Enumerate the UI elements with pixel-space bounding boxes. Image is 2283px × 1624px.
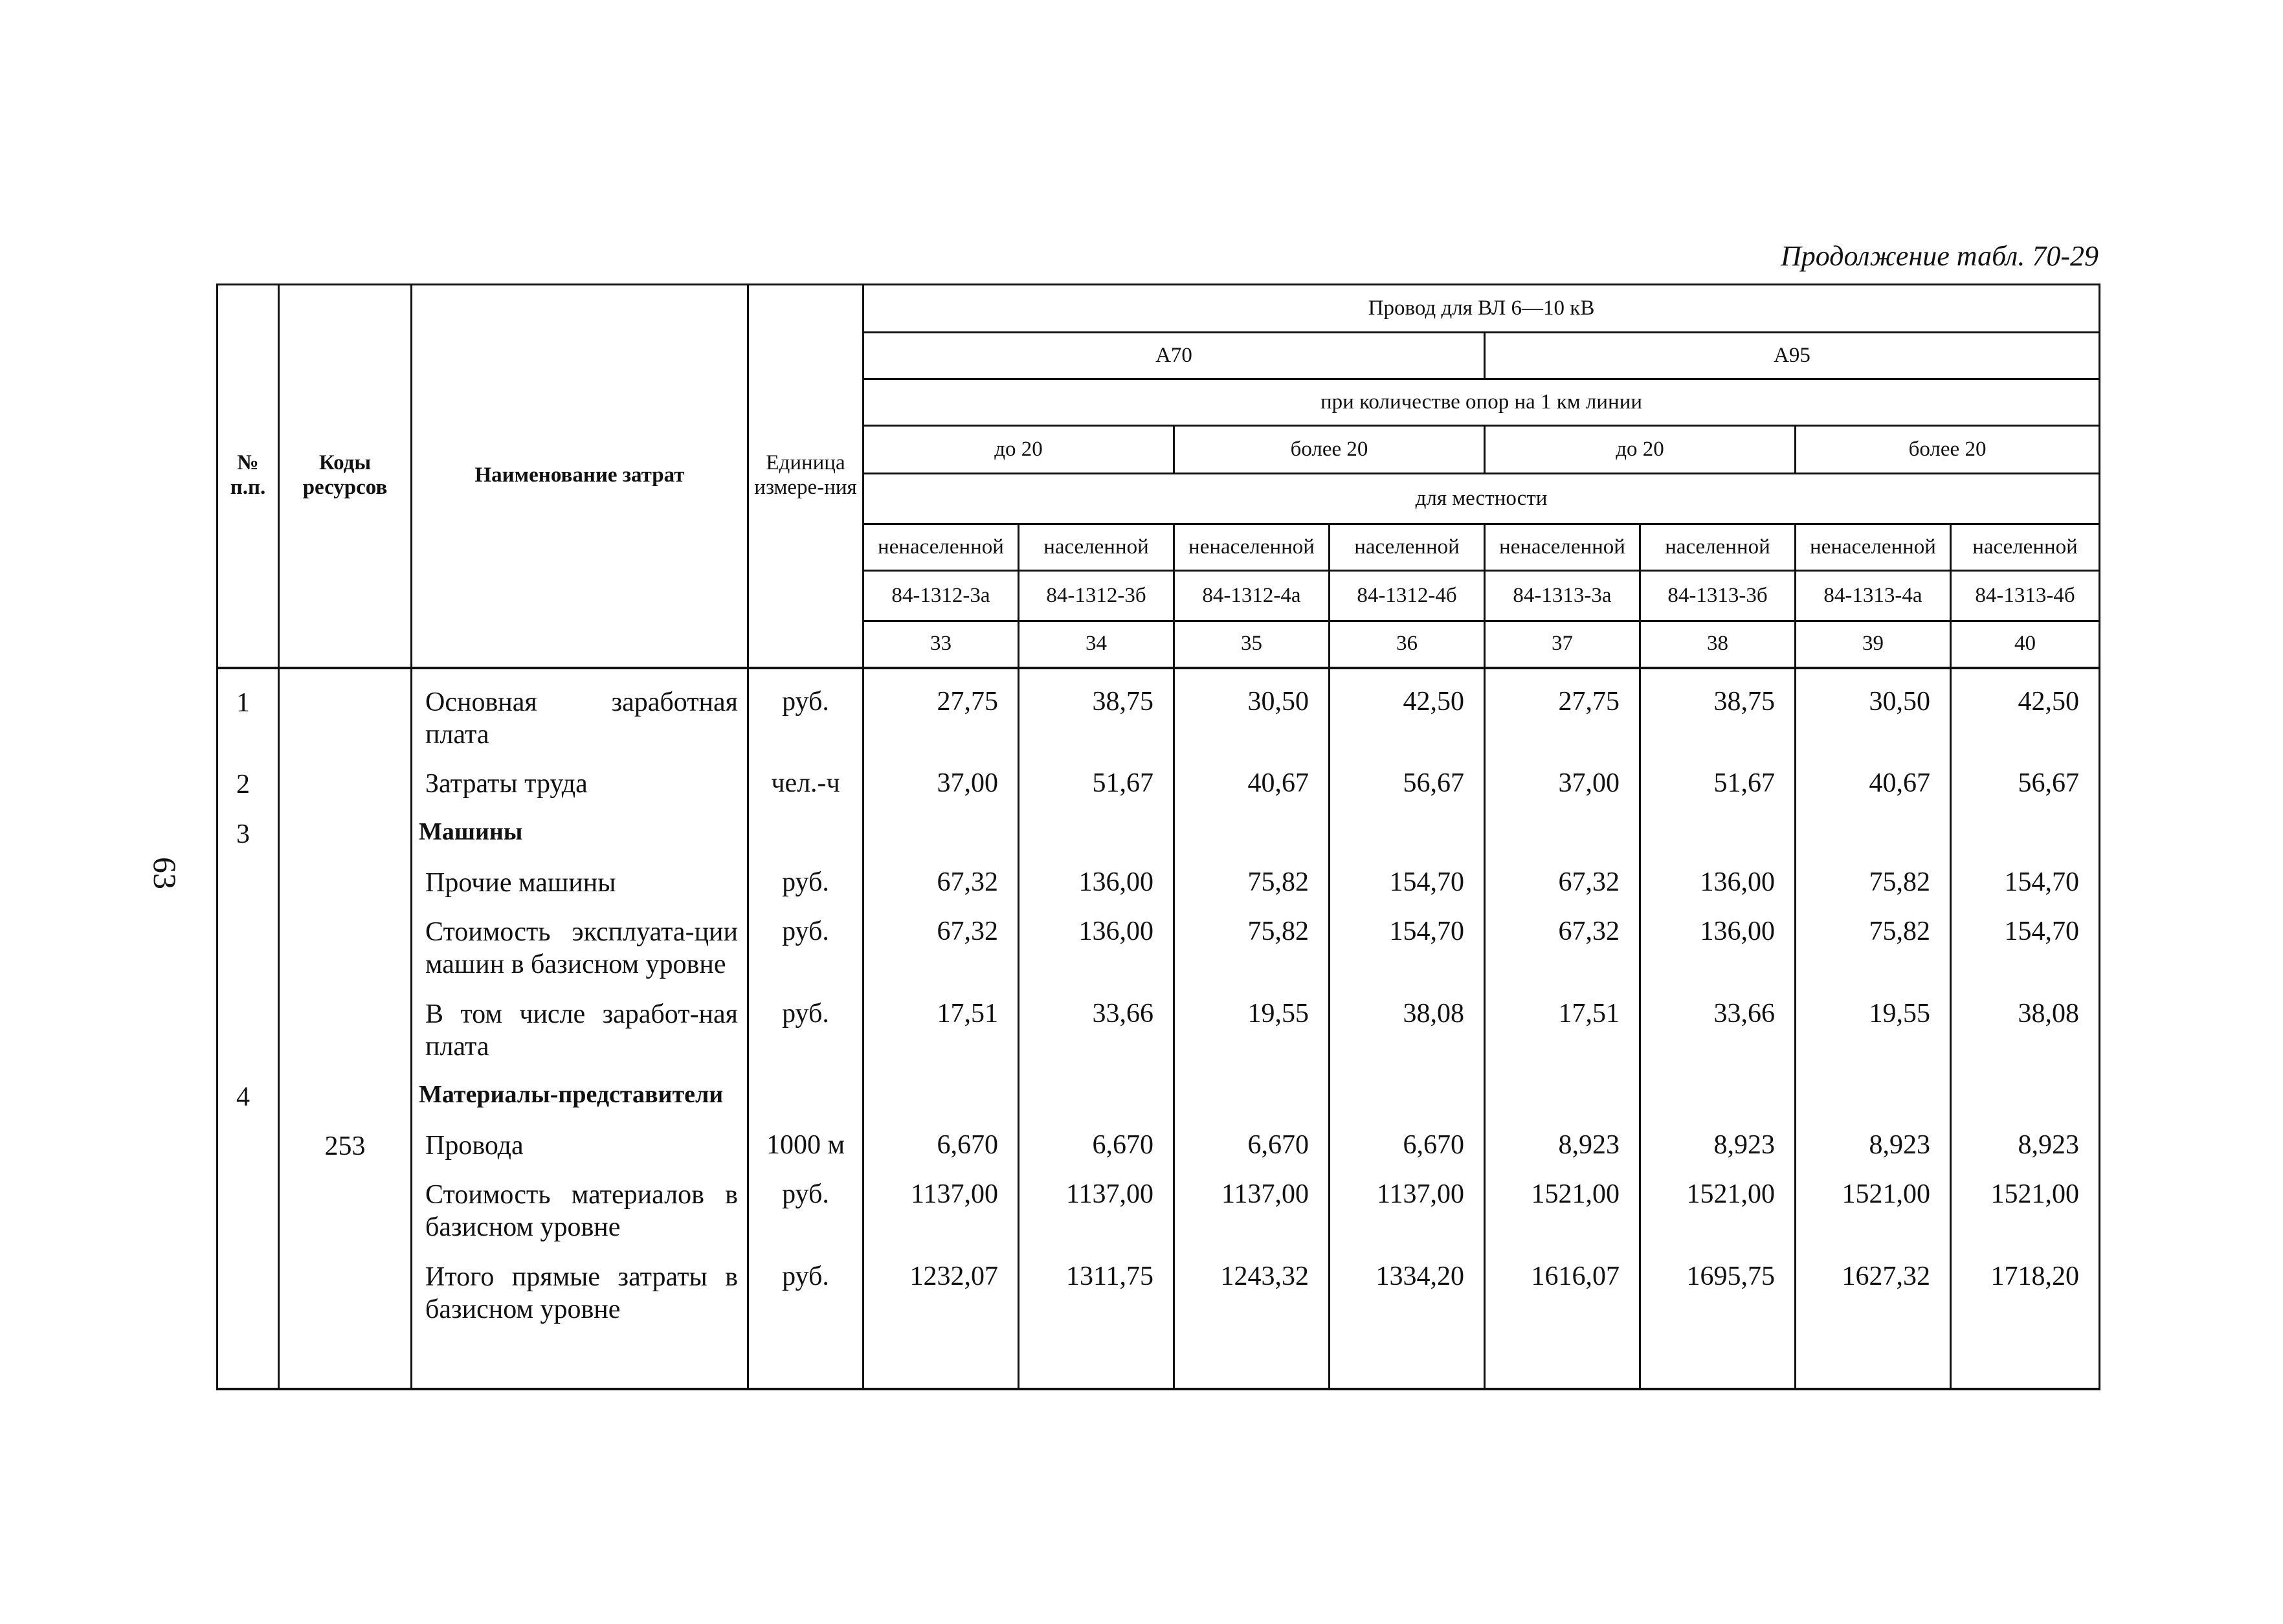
cost-name: Затраты труда xyxy=(412,751,748,800)
value-cell: 67,32 xyxy=(863,899,1019,981)
value-cell: 154,70 xyxy=(1330,899,1485,981)
value-cell: 154,70 xyxy=(1330,850,1485,899)
value-cell: 136,00 xyxy=(1640,899,1796,981)
header-norm-code: 84-1312-3б xyxy=(1019,571,1174,621)
value-cell: 75,82 xyxy=(1796,899,1951,981)
spacer-cell xyxy=(1174,1326,1330,1389)
header-norm-code: 84-1312-3а xyxy=(863,571,1019,621)
header-supports: более 20 xyxy=(1796,426,2100,474)
header-norm-code: 84-1313-4б xyxy=(1951,571,2100,621)
table-row xyxy=(217,981,2100,1063)
header-name: Наименование затрат xyxy=(412,285,748,668)
value-cell: 6,670 xyxy=(1019,1113,1174,1162)
value-cell: 1627,32 xyxy=(1796,1244,1951,1326)
unit-cell xyxy=(748,801,863,850)
resource-code xyxy=(279,981,412,1063)
value-cell: 8,923 xyxy=(1951,1113,2100,1162)
header-terrain: населенной xyxy=(1640,524,1796,571)
resource-code xyxy=(279,1244,412,1326)
value-cell: 19,55 xyxy=(1796,981,1951,1063)
row-number xyxy=(217,1162,279,1244)
resource-code xyxy=(279,751,412,800)
value-cell xyxy=(1174,801,1330,850)
cost-name: Провода xyxy=(412,1113,748,1162)
value-cell: 38,08 xyxy=(1330,981,1485,1063)
cost-name: Основная заработная плата xyxy=(412,668,748,751)
resource-code xyxy=(279,1063,412,1113)
spacer-cell xyxy=(412,1326,748,1389)
value-cell: 40,67 xyxy=(1174,751,1330,800)
value-cell: 1243,32 xyxy=(1174,1244,1330,1326)
value-cell xyxy=(1330,801,1485,850)
header-supports-caption: при количестве опор на 1 км линии xyxy=(863,379,2100,426)
table-row xyxy=(217,1063,2100,1113)
value-cell: 8,923 xyxy=(1485,1113,1640,1162)
table-header xyxy=(217,285,2100,668)
spacer-cell xyxy=(863,1326,1019,1389)
header-column-number: 34 xyxy=(1019,621,1174,668)
header-supports: более 20 xyxy=(1174,426,1485,474)
value-cell: 17,51 xyxy=(863,981,1019,1063)
value-cell: 136,00 xyxy=(1019,899,1174,981)
table-row xyxy=(217,1113,2100,1162)
spacer-cell xyxy=(1640,1326,1796,1389)
value-cell xyxy=(863,1063,1019,1113)
spacer-cell xyxy=(1019,1326,1174,1389)
value-cell xyxy=(1019,801,1174,850)
value-cell: 1718,20 xyxy=(1951,1244,2100,1326)
value-cell: 42,50 xyxy=(1330,668,1485,751)
resource-code: 253 xyxy=(279,1113,412,1162)
page-number: 63 xyxy=(147,857,183,889)
header-terrain: населенной xyxy=(1330,524,1485,571)
value-cell xyxy=(1640,1063,1796,1113)
value-cell xyxy=(1951,801,2100,850)
spacer-cell xyxy=(748,1326,863,1389)
header-norm-code: 84-1312-4б xyxy=(1330,571,1485,621)
cost-table xyxy=(216,284,2100,1390)
value-cell: 136,00 xyxy=(1640,850,1796,899)
header-terrain: ненаселенной xyxy=(1796,524,1951,571)
value-cell: 1334,20 xyxy=(1330,1244,1485,1326)
resource-code xyxy=(279,899,412,981)
value-cell: 38,75 xyxy=(1019,668,1174,751)
header-supports: до 20 xyxy=(1485,426,1796,474)
value-cell: 42,50 xyxy=(1951,668,2100,751)
resource-code xyxy=(279,1162,412,1244)
value-cell: 1521,00 xyxy=(1485,1162,1640,1244)
spacer-cell xyxy=(1796,1326,1951,1389)
unit-cell: руб. xyxy=(748,1244,863,1326)
table-row xyxy=(217,668,2100,751)
value-cell: 6,670 xyxy=(1330,1113,1485,1162)
value-cell: 1521,00 xyxy=(1951,1162,2100,1244)
value-cell: 40,67 xyxy=(1796,751,1951,800)
table-body xyxy=(217,668,2100,1389)
cost-name: Машины xyxy=(412,801,748,850)
header-terrain: населенной xyxy=(1019,524,1174,571)
value-cell: 38,75 xyxy=(1640,668,1796,751)
value-cell: 33,66 xyxy=(1019,981,1174,1063)
value-cell: 56,67 xyxy=(1330,751,1485,800)
table-row xyxy=(217,899,2100,981)
header-terrain: населенной xyxy=(1951,524,2100,571)
value-cell: 6,670 xyxy=(1174,1113,1330,1162)
spacer-cell xyxy=(217,1326,279,1389)
table-row xyxy=(217,1162,2100,1244)
cost-name: Материалы-представители xyxy=(412,1063,748,1113)
row-number: 2 xyxy=(217,751,279,800)
value-cell: 1311,75 xyxy=(1019,1244,1174,1326)
value-cell: 6,670 xyxy=(863,1113,1019,1162)
value-cell: 19,55 xyxy=(1174,981,1330,1063)
header-supports: до 20 xyxy=(863,426,1174,474)
unit-cell: руб. xyxy=(748,981,863,1063)
cost-name: Итого прямые затраты в базисном уровне xyxy=(412,1244,748,1326)
header-group-title: Провод для ВЛ 6—10 кВ xyxy=(863,285,2100,333)
value-cell: 51,67 xyxy=(1640,751,1796,800)
value-cell: 1521,00 xyxy=(1640,1162,1796,1244)
value-cell: 1137,00 xyxy=(863,1162,1019,1244)
value-cell: 1137,00 xyxy=(1174,1162,1330,1244)
value-cell: 1137,00 xyxy=(1330,1162,1485,1244)
header-terrain: ненаселенной xyxy=(1485,524,1640,571)
value-cell: 67,32 xyxy=(1485,850,1640,899)
resource-code xyxy=(279,850,412,899)
value-cell: 30,50 xyxy=(1174,668,1330,751)
unit-cell: чел.-ч xyxy=(748,751,863,800)
value-cell xyxy=(1796,1063,1951,1113)
header-column-number: 40 xyxy=(1951,621,2100,668)
spacer-cell xyxy=(1951,1326,2100,1389)
value-cell: 27,75 xyxy=(1485,668,1640,751)
header-column-number: 38 xyxy=(1640,621,1796,668)
header-norm-code: 84-1313-4а xyxy=(1796,571,1951,621)
header-no: № п.п. xyxy=(217,285,279,668)
spacer-cell xyxy=(279,1326,412,1389)
header-terrain: ненаселенной xyxy=(863,524,1019,571)
header-column-number: 33 xyxy=(863,621,1019,668)
resource-code xyxy=(279,801,412,850)
header-column-number: 39 xyxy=(1796,621,1951,668)
value-cell: 154,70 xyxy=(1951,899,2100,981)
unit-cell: руб. xyxy=(748,850,863,899)
header-wire-type: А95 xyxy=(1485,333,2100,379)
cost-name: Стоимость материалов в базисном уровне xyxy=(412,1162,748,1244)
value-cell: 56,67 xyxy=(1951,751,2100,800)
value-cell: 27,75 xyxy=(863,668,1019,751)
value-cell: 1232,07 xyxy=(863,1244,1019,1326)
value-cell: 38,08 xyxy=(1951,981,2100,1063)
resource-code xyxy=(279,668,412,751)
value-cell: 154,70 xyxy=(1951,850,2100,899)
unit-cell: руб. xyxy=(748,1162,863,1244)
row-number xyxy=(217,1244,279,1326)
table-bottom-spacer xyxy=(217,1326,2100,1389)
value-cell xyxy=(863,801,1019,850)
header-terrain-caption: для местности xyxy=(863,474,2100,524)
table-row xyxy=(217,751,2100,800)
value-cell: 37,00 xyxy=(863,751,1019,800)
value-cell xyxy=(1796,801,1951,850)
cost-name: В том числе заработ-ная плата xyxy=(412,981,748,1063)
value-cell: 8,923 xyxy=(1640,1113,1796,1162)
row-number xyxy=(217,1113,279,1162)
value-cell: 30,50 xyxy=(1796,668,1951,751)
value-cell xyxy=(1485,1063,1640,1113)
header-norm-code: 84-1313-3а xyxy=(1485,571,1640,621)
header-norm-code: 84-1312-4а xyxy=(1174,571,1330,621)
row-number: 1 xyxy=(217,668,279,751)
value-cell: 37,00 xyxy=(1485,751,1640,800)
unit-cell xyxy=(748,1063,863,1113)
cost-name: Стоимость эксплуата-ции машин в базисном уровне xyxy=(412,899,748,981)
value-cell xyxy=(1951,1063,2100,1113)
header-terrain: ненаселенной xyxy=(1174,524,1330,571)
value-cell: 1521,00 xyxy=(1796,1162,1951,1244)
value-cell: 67,32 xyxy=(863,850,1019,899)
row-number xyxy=(217,899,279,981)
row-number xyxy=(217,850,279,899)
value-cell: 33,66 xyxy=(1640,981,1796,1063)
value-cell: 75,82 xyxy=(1796,850,1951,899)
row-number: 3 xyxy=(217,801,279,850)
row-number xyxy=(217,981,279,1063)
value-cell: 8,923 xyxy=(1796,1113,1951,1162)
value-cell xyxy=(1330,1063,1485,1113)
unit-cell: руб. xyxy=(748,668,863,751)
value-cell xyxy=(1174,1063,1330,1113)
table-caption: Продолжение табл. 70-29 xyxy=(1781,240,2099,272)
header-wire-type: А70 xyxy=(863,333,1485,379)
header-codes: Коды ресурсов xyxy=(279,285,412,668)
row-number: 4 xyxy=(217,1063,279,1113)
value-cell: 75,82 xyxy=(1174,899,1330,981)
spacer-cell xyxy=(1330,1326,1485,1389)
header-norm-code: 84-1313-3б xyxy=(1640,571,1796,621)
value-cell: 75,82 xyxy=(1174,850,1330,899)
header-column-number: 37 xyxy=(1485,621,1640,668)
value-cell: 51,67 xyxy=(1019,751,1174,800)
header-unit: Единица измере-ния xyxy=(748,285,863,668)
header-column-number: 36 xyxy=(1330,621,1485,668)
spacer-cell xyxy=(1485,1326,1640,1389)
value-cell xyxy=(1485,801,1640,850)
unit-cell: руб. xyxy=(748,899,863,981)
value-cell: 67,32 xyxy=(1485,899,1640,981)
value-cell xyxy=(1640,801,1796,850)
header-column-number: 35 xyxy=(1174,621,1330,668)
value-cell: 136,00 xyxy=(1019,850,1174,899)
table-row xyxy=(217,801,2100,850)
value-cell xyxy=(1019,1063,1174,1113)
value-cell: 1616,07 xyxy=(1485,1244,1640,1326)
table-row xyxy=(217,1244,2100,1326)
cost-name: Прочие машины xyxy=(412,850,748,899)
value-cell: 17,51 xyxy=(1485,981,1640,1063)
value-cell: 1137,00 xyxy=(1019,1162,1174,1244)
value-cell: 1695,75 xyxy=(1640,1244,1796,1326)
table-row xyxy=(217,850,2100,899)
unit-cell: 1000 м xyxy=(748,1113,863,1162)
